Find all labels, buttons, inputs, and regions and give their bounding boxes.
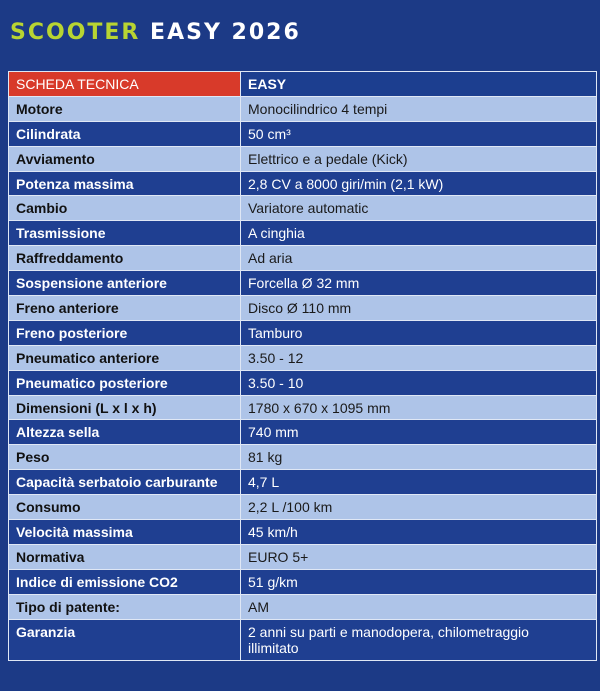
row-label: Dimensioni (L x l x h) — [9, 395, 241, 420]
row-label: Pneumatico posteriore — [9, 370, 241, 395]
row-value: 4,7 L — [241, 470, 597, 495]
row-value: Elettrico e a pedale (Kick) — [241, 146, 597, 171]
table-row — [9, 271, 597, 296]
table-row — [9, 544, 597, 569]
table-row — [9, 296, 597, 321]
row-value: Forcella Ø 32 mm — [241, 271, 597, 296]
row-value: 81 kg — [241, 445, 597, 470]
row-value: 1780 x 670 x 1095 mm — [241, 395, 597, 420]
row-value: 2,8 CV a 8000 giri/min (2,1 kW) — [241, 171, 597, 196]
row-value: 45 km/h — [241, 520, 597, 545]
row-label: Capacità serbatoio carburante — [9, 470, 241, 495]
row-label: Cilindrata — [9, 121, 241, 146]
row-value: Tamburo — [241, 320, 597, 345]
row-value: 2,2 L /100 km — [241, 495, 597, 520]
table-row — [9, 146, 597, 171]
table-row — [9, 171, 597, 196]
table-row — [9, 445, 597, 470]
row-label: Garanzia — [9, 619, 241, 660]
table-row — [9, 370, 597, 395]
row-value: AM — [241, 594, 597, 619]
table-row — [9, 569, 597, 594]
table-row — [9, 121, 597, 146]
row-label: Consumo — [9, 495, 241, 520]
table-row — [9, 320, 597, 345]
row-label: Indice di emissione CO2 — [9, 569, 241, 594]
row-label: Pneumatico anteriore — [9, 345, 241, 370]
row-label: Normativa — [9, 544, 241, 569]
row-value: 3.50 - 10 — [241, 370, 597, 395]
row-label: Freno posteriore — [9, 320, 241, 345]
row-value: Disco Ø 110 mm — [241, 296, 597, 321]
row-label: Motore — [9, 96, 241, 121]
table-header-row — [9, 72, 597, 97]
row-value: 740 mm — [241, 420, 597, 445]
row-label: Cambio — [9, 196, 241, 221]
page-title — [10, 20, 301, 45]
table-row — [9, 619, 597, 660]
row-value: 2 anni su parti e manodopera, chilometraggio illimitato — [241, 619, 597, 660]
row-label: Velocità massima — [9, 520, 241, 545]
table-row — [9, 395, 597, 420]
table-row — [9, 196, 597, 221]
row-value: Monocilindrico 4 tempi — [241, 96, 597, 121]
row-value: EURO 5+ — [241, 544, 597, 569]
row-label: Tipo di patente: — [9, 594, 241, 619]
table-row — [9, 96, 597, 121]
table-row — [9, 246, 597, 271]
table-row — [9, 345, 597, 370]
row-value: 51 g/km — [241, 569, 597, 594]
table-row — [9, 420, 597, 445]
table-row — [9, 594, 597, 619]
row-value: A cinghia — [241, 221, 597, 246]
row-label: Peso — [9, 445, 241, 470]
row-value: Variatore automatic — [241, 196, 597, 221]
table-row — [9, 520, 597, 545]
title-model: EASY 2026 — [150, 20, 301, 45]
row-label: Altezza sella — [9, 420, 241, 445]
row-value: 3.50 - 12 — [241, 345, 597, 370]
row-label: Raffreddamento — [9, 246, 241, 271]
spec-table — [8, 71, 597, 661]
row-label: Avviamento — [9, 146, 241, 171]
table-row — [9, 495, 597, 520]
row-value: Ad aria — [241, 246, 597, 271]
row-label: Potenza massima — [9, 171, 241, 196]
row-label: Trasmissione — [9, 221, 241, 246]
row-label: Sospensione anteriore — [9, 271, 241, 296]
table-row — [9, 221, 597, 246]
table-row — [9, 470, 597, 495]
header-label: SCHEDA TECNICA — [9, 72, 241, 97]
row-label: Freno anteriore — [9, 296, 241, 321]
header-value: EASY — [241, 72, 597, 97]
title-scooter: SCOOTER — [10, 20, 141, 45]
row-value: 50 cm³ — [241, 121, 597, 146]
